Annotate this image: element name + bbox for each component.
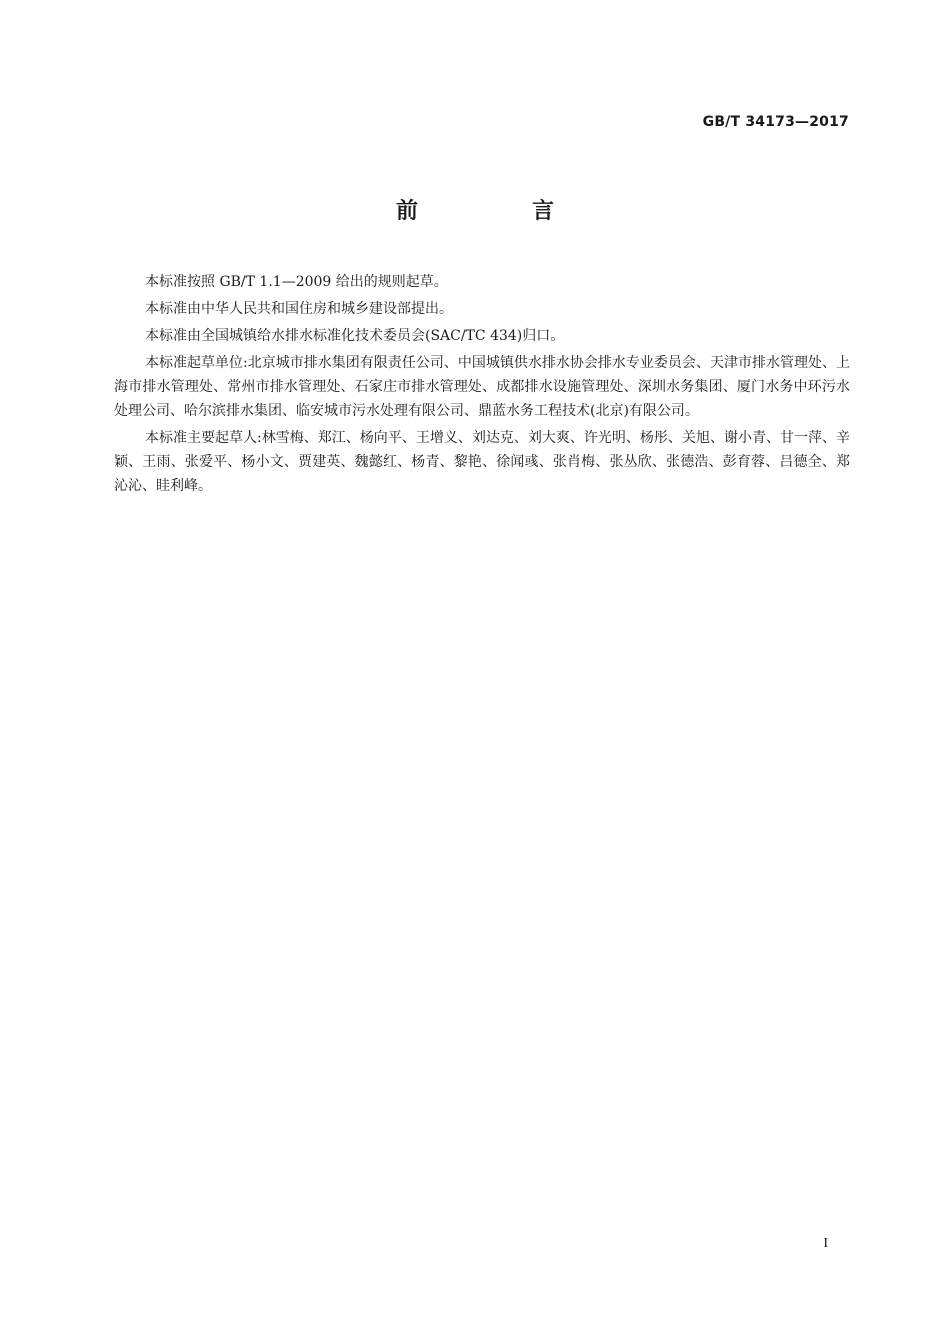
page-number: I	[823, 1236, 828, 1251]
foreword-body	[114, 270, 850, 501]
paragraph-drafting-rules: 本标准按照 GB/T 1.1—2009 给出的规则起草。	[145, 274, 448, 290]
paragraph-main-drafters: 本标准主要起草人:林雪梅、郑江、杨向平、王增义、刘达克、刘大爽、许光明、杨彤、关旭、谢小青、甘一萍、辛颖、王雨、张爱平、杨小文、贾建英、魏懿红、杨青、黎艳、徐闻彧、张肖梅、张丛欣、张德浩、彭育蓉、吕德全、郑沁沁、眭利峰。	[114, 430, 850, 494]
paragraph-drafting-units: 本标准起草单位:北京城市排水集团有限责任公司、中国城镇供水排水协会排水专业委员会、天津市排水管理处、上海市排水管理处、常州市排水管理处、石家庄市排水管理处、成都排水设施管理处、深圳水务集团、厦门水务中环污水处理公司、哈尔滨排水集团、临安城市污水处理有限公司、鼎蓝水务工程技术(北京)有限公司。	[114, 355, 850, 419]
page-title: 前 言	[395, 199, 600, 224]
paragraph-committee: 本标准由全国城镇给水排水标准化技术委员会(SAC/TC 434)归口。	[145, 328, 565, 344]
standard-code: GB/T 34173—2017	[702, 114, 849, 130]
paragraph-proposer: 本标准由中华人民共和国住房和城乡建设部提出。	[145, 301, 453, 317]
